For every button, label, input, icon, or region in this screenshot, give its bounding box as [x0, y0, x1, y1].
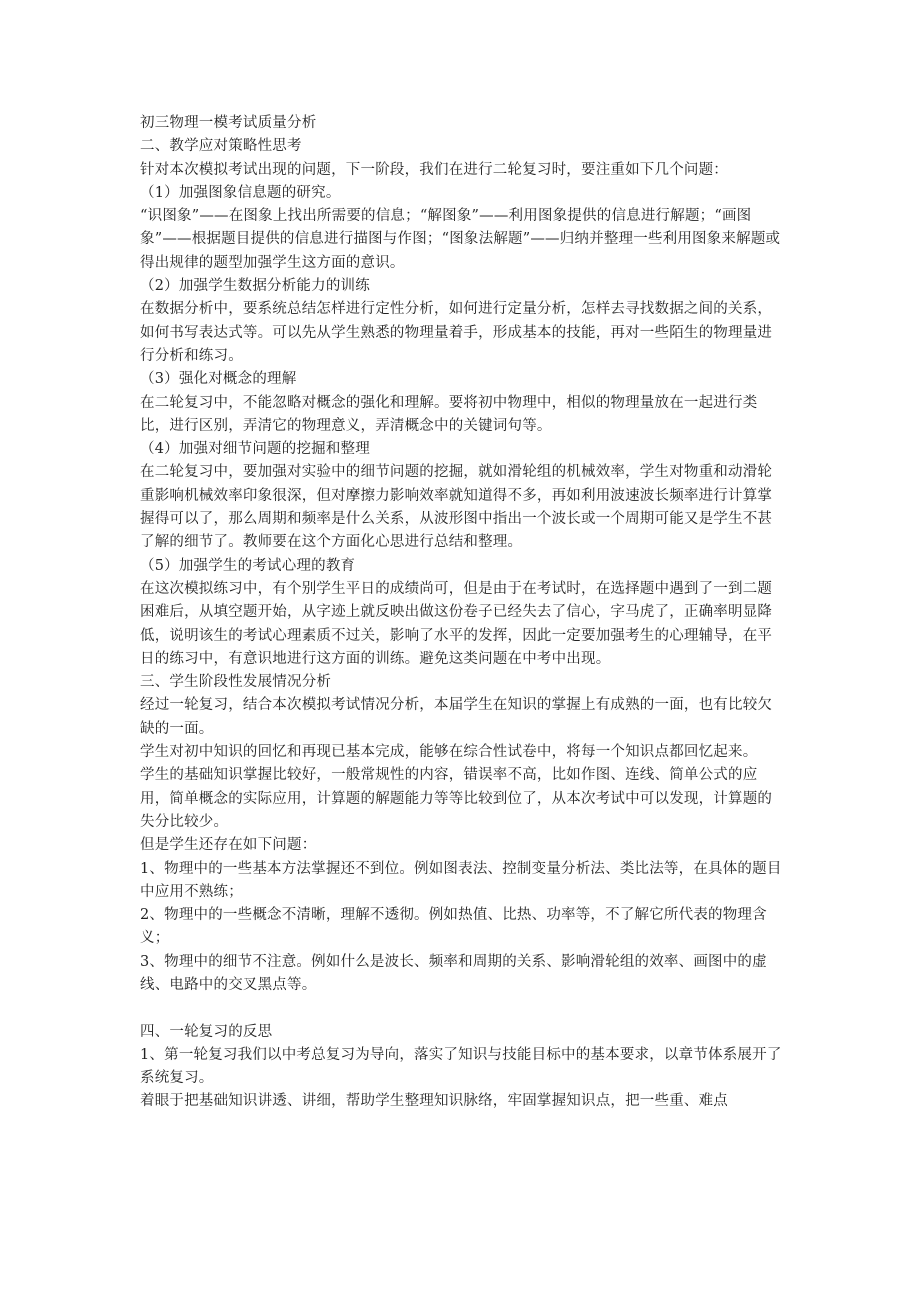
section-3-paragraph-2: 学生对初中知识的回忆和再现已基本完成，能够在综合性试卷中，将每一个知识点都回忆起来。 — [140, 744, 758, 761]
section-3-paragraph-1: 经过一轮复习，结合本次模拟考试情况分析，本届学生在知识的掌握上有成熟的一面，也有比较欠缺的一面。 — [140, 697, 773, 737]
section-3-heading: 三、学生阶段性发展情况分析 — [140, 674, 332, 691]
item-3-heading: （3）强化对概念的理解 — [140, 371, 297, 388]
item-1-heading: （1）加强图象信息题的研究。 — [140, 184, 341, 201]
problem-1: 1、物理中的一些基本方法掌握还不到位。例如图表法、控制变量分析法、类比法等，在具体的题目中应用不熟练； — [140, 860, 782, 900]
section-4-paragraph-1: 1、第一轮复习我们以中考总复习为导向，落实了知识与技能目标中的基本要求，以章节体系展开了系统复习。 — [140, 1046, 782, 1087]
document-title: 初三物理一模考试质量分析 — [140, 115, 317, 131]
section-3-paragraph-4: 但是学生还存在如下问题： — [140, 837, 317, 854]
item-2-body: 在数据分析中，要系统总结怎样进行定性分析，如何进行定量分析，怎样去寻找数据之间的关系，如何书写表达式等。可以先从学生熟悉的物理量着手，形成基本的技能，再对一些陌生的物理量进行分析和练习。 — [140, 301, 773, 364]
section-2-heading: 二、教学应对策略性思考 — [140, 138, 302, 155]
item-3-body: 在二轮复习中，不能忽略对概念的强化和理解。要将初中物理中，相似的物理量放在一起进行类比，进行区别，弄清它的物理意义，弄清概念中的关键词句等。 — [140, 394, 758, 434]
item-4-heading: （4）加强对细节问题的挖掘和整理 — [140, 441, 370, 458]
problem-2: 2、物理中的一些概念不清晰，理解不透彻。例如热值、比热、功率等，不了解它所代表的物理含义； — [140, 907, 767, 947]
item-1-body: “识图象”——在图象上找出所需要的信息；“解图象”——利用图象提供的信息进行解题；“画图象”——根据题目提供的信息进行描图与作图；“图象法解题”——归纳并整理一些利用图象来解题或得出规律的题型加强学生这方面的意识。 — [140, 208, 781, 271]
item-2-heading: （2）加强学生数据分析能力的训练 — [140, 278, 370, 295]
problem-3: 3、物理中的细节不注意。例如什么是波长、频率和周期的关系、影响滑轮组的效率、画图中的虚线、电路中的交叉黑点等。 — [140, 953, 767, 993]
section-2-intro: 针对本次模拟考试出现的问题，下一阶段，我们在进行二轮复习时，要注重如下几个问题： — [140, 161, 728, 178]
section-3-paragraph-3: 学生的基础知识掌握比较好，一般常规性的内容，错误率不高，比如作图、连线、简单公式的应用，简单概念的实际应用，计算题的解题能力等等比较到位了，从本次考试中可以发现，计算题的失分比较少。 — [140, 767, 773, 830]
blank-line — [140, 997, 785, 1020]
item-5-heading: （5）加强学生的考试心理的教育 — [140, 557, 356, 574]
section-4-heading: 四、一轮复习的反思 — [140, 1023, 273, 1040]
document-body — [140, 112, 785, 1114]
section-4-paragraph-2: 着眼于把基础知识讲透、讲细，帮助学生整理知识脉络，牢固掌握知识点，把一些重、难点 — [140, 1093, 728, 1110]
item-5-body: 在这次模拟练习中，有个别学生平日的成绩尚可，但是由于在考试时，在选择题中遇到了一到二题困难后，从填空题开始，从字迹上就反映出做这份卷子已经失去了信心，字马虎了，正确率明显降低，说明该生的考试心理素质不过关，影响了水平的发挥，因此一定要加强考生的心理辅导，在平日的练习中，有意识地进行这方面的训练。避免这类问题在中考中出现。 — [140, 580, 773, 667]
item-4-body: 在二轮复习中，要加强对实验中的细节问题的挖掘，就如滑轮组的机械效率，学生对物重和动滑轮重影响机械效率印象很深，但对摩擦力影响效率就知道得不多，再如利用波速波长频率进行计算掌握得可以了，那么周期和频率是什么关系，从波形图中指出一个波长或一个周期可能又是学生不甚了解的细节了。教师要在这个方面化心思进行总结和整理。 — [140, 464, 773, 551]
